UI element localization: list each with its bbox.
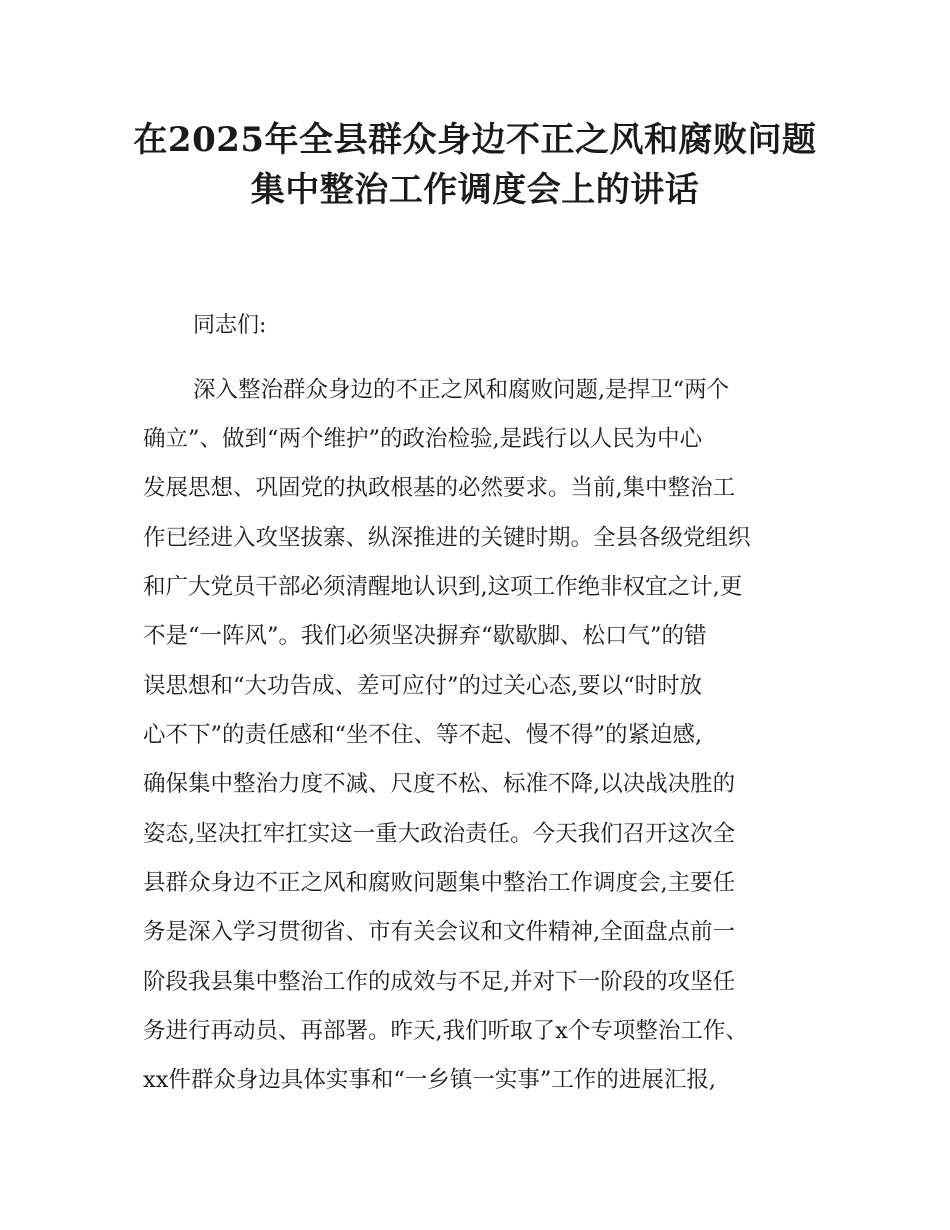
paragraph-line: 确立”、做到“两个维护”的政治检验,是践行以人民为中心 xyxy=(143,426,703,452)
paragraph-line: 阶段我县集中整治工作的成效与不足,并对下一阶段的攻坚任 xyxy=(143,969,736,995)
paragraph-line: 务进行再动员、再部署。昨天,我们听取了x个专项整治工作、 xyxy=(143,1018,748,1044)
paragraph-line: 作已经进入攻坚拔寨、纵深推进的关键时期。全县各级党组织 xyxy=(143,525,751,551)
paragraph-line: 深入整治群众身边的不正之风和腐败问题,是捍卫“两个 xyxy=(193,377,730,403)
paragraph-line: 心不下”的责任感和“坐不住、等不起、慢不得”的紧迫感, xyxy=(143,722,703,748)
paragraph-line: 县群众身边不正之风和腐败问题集中整治工作调度会,主要任 xyxy=(143,870,736,896)
paragraph-line: 误思想和“大功告成、差可应付”的过关心态,要以“时时放 xyxy=(143,673,703,699)
document-title-line-2: 集中整治工作调度会上的讲话 xyxy=(250,170,700,210)
paragraph-line: xx件群众身边具体实事和“一乡镇一实事”工作的进展汇报, xyxy=(143,1067,717,1093)
paragraph-line: 确保集中整治力度不减、尺度不松、标准不降,以决战决胜的 xyxy=(143,771,736,797)
paragraph-line: 不是“一阵风”。我们必须坚决摒弃“歇歇脚、松口气”的错 xyxy=(143,623,707,649)
paragraph-line: 姿态,坚决扛牢扛实这一重大政治责任。今天我们召开这次全 xyxy=(143,821,736,847)
paragraph-line: 发展思想、巩固党的执政根基的必然要求。当前,集中整治工 xyxy=(143,475,736,501)
salutation: 同志们: xyxy=(193,313,267,338)
document-title-line-1: 在2025年全县群众身边不正之风和腐败问题 xyxy=(133,120,817,160)
paragraph-line: 和广大党员干部必须清醒地认识到,这项工作绝非权宜之计,更 xyxy=(143,574,743,600)
paragraph-line: 务是深入学习贯彻省、市有关会议和文件精神,全面盘点前一 xyxy=(143,919,736,945)
